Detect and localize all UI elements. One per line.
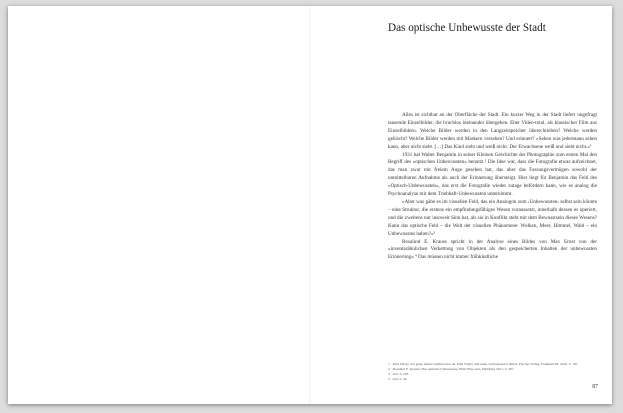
footnote: 1 · Paul Valéry, Ich grase meine Gehirnwiese ab. Paul Valéry und seine verborgenen Cahiers, Fischer Verlag, Frankfurt/M. 2016, S. 191: [388, 362, 578, 366]
paragraph: Alles ist sichtbar an der Oberfläche der Stadt. Ein kurzer Weg in der Stadt liefert ungefragt tausende Einzelbilder, die bruchlos ineinander übergehen. Eher Video-total, als klassischer Film aus Einzelbildern. Welche Bilder werden in den Langzeitspeicher überschrieben? Welche werden gelöscht? Welche Bilder werden mit Markern versehen? Und erinnert? »Sehen was jedermann sehen kann, aber nicht sieht. […] Das Kind sieht und weiß nicht. Der Erwachsene weiß und sieht nicht.«¹: [388, 112, 597, 150]
page-number: 87: [592, 384, 598, 390]
left-page-blank: [8, 6, 310, 404]
footnotes: [388, 362, 588, 382]
paragraph: 1931 hat Walter Benjamin in seiner Kleinen Geschichte der Photographie zum ersten Mal den Begriff des »optischen Unbewussten« benutzt.² Die Idee war, dass die Fotografie etwas aufzeichnet, das man zwar mit freiem Auge gesehen hat, das aber das Fassungsvermögen sowohl der unmittelbaren Aufnahme als auch der Erinnerung übersteigt. Hier liegt für Benjamin das Feld des »Optisch-Unbewussten«, das erst die Fotografie wieder zutage befördern kann, wie es analog die Psychoanalyse mit dem Triebhaft-Unbewussten unternimmt.: [388, 151, 597, 198]
footnote: 2 · Rosalind E. Krauss: Das optische Unbewusste, Philo Fine Arts, Hamburg 2011, S. 201: [388, 367, 514, 371]
footnote: 3 · ebd. S. 203: [388, 372, 409, 376]
paragraph: Rosalind E. Krauss spricht in der Analyse eines Bildes von Max Ernst von der »inventarähnlichen Verkettung von Objekten als den gespeicherten Inhalten der unbewussten Erinnerung«.⁴ Das müssen nicht immer frühkindliche: [388, 238, 597, 261]
body-text: [388, 112, 597, 262]
footnote: 4 · ebd. S. 94: [388, 377, 407, 381]
chapter-title: Das optische Unbewusste der Stadt: [388, 22, 546, 34]
book-spread: [8, 6, 612, 404]
right-page: [310, 6, 612, 404]
paragraph: »Aber was gäbe es im visuellen Feld, das ein Analogon zum ›Unbewussten‹ selbst sein könnte – eine Struktur, die erstens ein empfindungsfähiges Wesen voraussetzt, innerhalb dessen es operiert, und die zweitens nur insoweit Sinn hat, als sie in Konflikt steht mit dem Bewusstsein dieses Wesens? Kann das optische Feld – die Welt der visuellen Phänomene: Wolken, Meer, Himmel, Wald – ein Unbewusstes haben?«³: [388, 198, 597, 237]
